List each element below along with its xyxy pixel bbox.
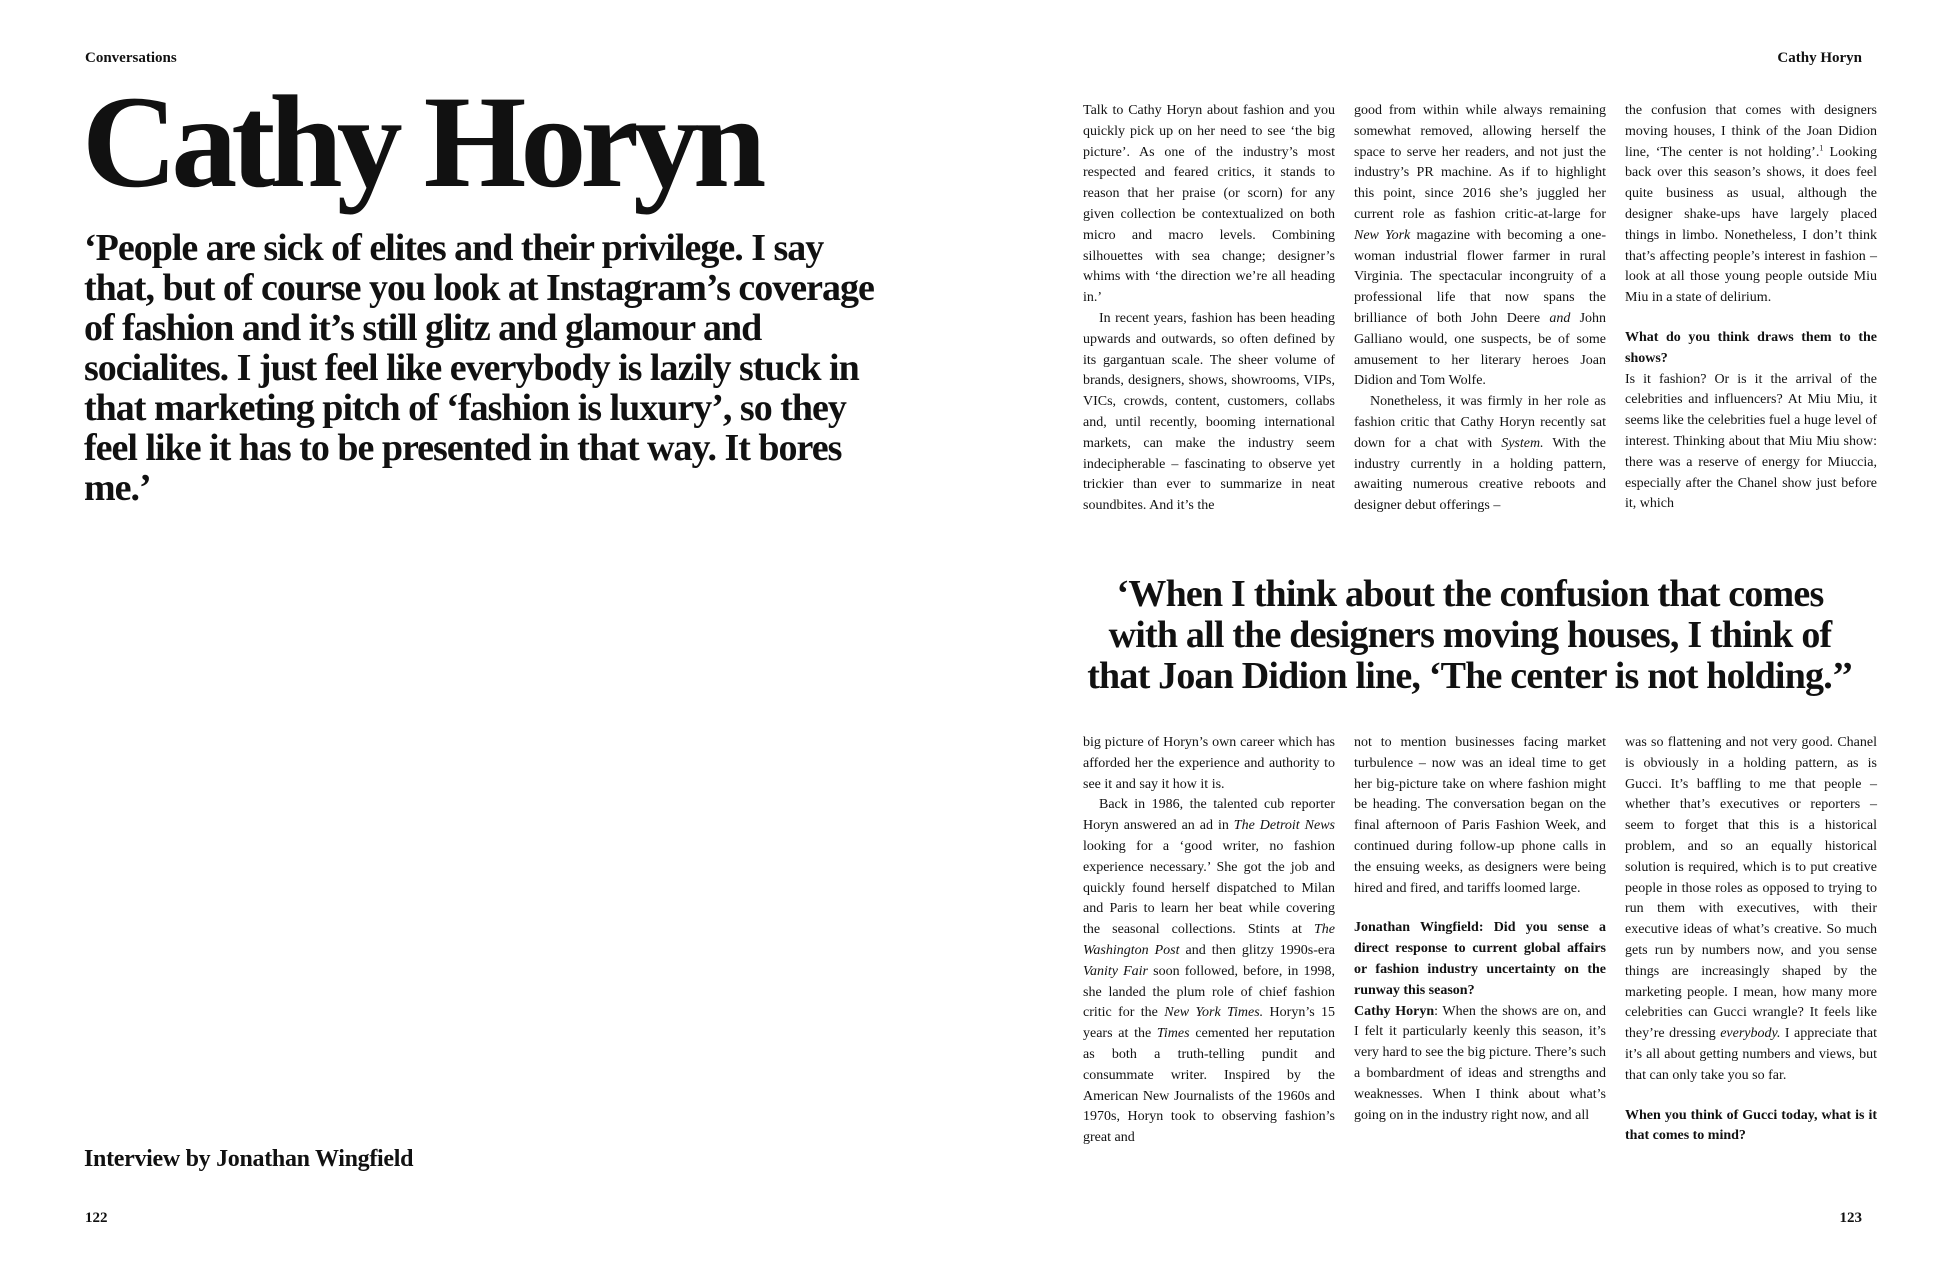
paragraph: Talk to Cathy Horyn about fashion and you quickly pick up on her need to see ‘the big picture’. As one of the industry’s most respected and feared critics, it stands to reason that her praise (or scorn) for any given collection be contextualized on both micro and macro levels. Combining silhouettes with sea change; designer’s whims with ‘the direction we’re all heading in.’ bbox=[1083, 103, 1335, 306]
paragraph: Nonetheless, it was firmly in her role as fashion critic that Cathy Horyn recently sat down for a chat with System. With the industry currently in a holding pattern, awaiting numerous creative reboots and designer debut offerings – bbox=[1354, 394, 1607, 514]
italic-title: System. bbox=[1501, 435, 1544, 451]
running-head-left: Conversations bbox=[85, 50, 177, 66]
italic-title: Vanity Fair bbox=[1083, 963, 1149, 979]
article-title: Cathy Horyn bbox=[82, 68, 761, 215]
running-head-right: Cathy Horyn bbox=[1777, 50, 1862, 66]
italic-title: The Detroit News bbox=[1233, 818, 1335, 834]
paragraph: Back in 1986, the talented cub reporter Horyn answered an ad in The Detroit News looking for a ‘good writer, no fashion experience necessary.’ She got the job and quickly found herself dispatched to Milan and Paris to learn her beat while covering the seasonal collections. Stints at The Washington Post and then glitzy 1990s-era Vanity Fair soon followed, before, in 1998, she landed the plum role of chief fashion critic for the New York Times. Horyn’s 15 years at the Times cemented her reputation as both a truth-telling pundit and consummate writer. Inspired by the American New Journalists of the 1960s and 1970s, Horyn took to observing fashion’s great and bbox=[1083, 797, 1336, 1146]
column-top-3 bbox=[1625, 101, 1877, 515]
page-number-right: 123 bbox=[1839, 1210, 1862, 1226]
paragraph: not to mention businesses facing market turbulence – now was an ideal time to get her big-picture take on where fashion might be heading. The conversation began on the final afternoon of Paris Fashion Week, and continued during follow-up phone calls in the ensuing weeks, as designers were being hired and fired, and tariffs loomed large. bbox=[1354, 735, 1606, 896]
speaker-name: Cathy Horyn bbox=[1354, 1003, 1435, 1019]
column-bottom-3 bbox=[1625, 733, 1877, 1147]
pull-quote: ‘When I think about the confusion that comes with all the designers moving houses, I think of that Joan Didion line, ‘The center is not holding.’’ bbox=[1087, 573, 1853, 697]
italic-title: New York Times. bbox=[1164, 1005, 1264, 1021]
paragraph: Cathy Horyn: When the shows are on, and I felt it particularly keenly this season, it’s very hard to see the big picture. There’s such a bombardment of ideas and strengths and weaknesses. When I think about what’s going on in the industry right now, and all bbox=[1354, 1003, 1606, 1123]
lead-quote: ‘People are sick of elites and their privilege. I say that, but of course you look at Instagram’s coverage of fashion and it’s still glitz and glamour and socialites. I just feel like everybody is lazily stuck in that marketing pitch of ‘fashion is luxury’, so they feel like it has to be presented in that way. It bores me.’ bbox=[84, 227, 874, 509]
italic-title: Times bbox=[1156, 1026, 1190, 1042]
paragraph: the confusion that comes with designers moving houses, I think of the Joan Didion line, ‘The center is not holding’.$^1$ Looking back over this season’s shows, it does feel quite business as usual, although the designer shake-ups have largely placed things in limbo. Nonetheless, I don’t think that’s affecting people’s interest in fashion – look at all those young people outside Miu Miu in a state of delirium. bbox=[1625, 103, 1877, 306]
page-number-left: 122 bbox=[85, 1210, 108, 1226]
paragraph: Is it fashion? Or is it the arrival of the celebrities and influencers? At Miu Miu, it seems like the celebrities fuel a huge level of interest. Thinking about that Miu Miu show: there was a reserve of energy for Miuccia, especially after the Chanel show just before it, which bbox=[1625, 371, 1877, 512]
footnote-marker: 1 bbox=[1819, 142, 1824, 152]
column-top-1 bbox=[1083, 101, 1335, 517]
interview-question: What do you think draws them to the shows? bbox=[1625, 329, 1877, 366]
byline: Interview by Jonathan Wingfield bbox=[84, 1146, 414, 1172]
italic-word: everybody. bbox=[1720, 1026, 1781, 1042]
italic-word: and bbox=[1549, 310, 1571, 326]
paragraph: big picture of Horyn’s own career which has afforded her the experience and authority to see it and say it how it is. bbox=[1083, 735, 1335, 792]
interview-question: When you think of Gucci today, what is it that comes to mind? bbox=[1625, 1107, 1877, 1144]
column-bottom-1 bbox=[1083, 733, 1335, 1149]
column-top-2 bbox=[1354, 101, 1606, 517]
italic-title: The Washington Post bbox=[1083, 922, 1335, 958]
italic-title: New York bbox=[1354, 227, 1411, 243]
interview-question: Jonathan Wingfield: Did you sense a direct response to current global affairs or fashion industry uncertainty on the runway this season? bbox=[1354, 920, 1606, 998]
paragraph: good from within while always remaining somewhat removed, allowing herself the space to serve her readers, and not just the industry’s PR machine. As if to highlight this point, since 2016 she’s juggled her current role as fashion critic-at-large for New York magazine with becoming a one-woman industrial flower farmer in rural Virginia. The spectacular incongruity of a professional life that now spans the brilliance of both John Deere and John Galliano would, one suspects, be of some amusement to her literary heroes Joan Didion and Tom Wolfe. bbox=[1354, 103, 1607, 389]
column-bottom-2 bbox=[1354, 733, 1606, 1126]
paragraph: In recent years, fashion has been heading upwards and outwards, so often defined by its gargantuan scale. The sheer volume of brands, designers, shows, showrooms, VIPs, VICs, crowds, content, customers, collabs and, until recently, booming international markets, can make the industry seem indecipherable – fascinating to observe yet trickier than ever to summarize in neat soundbites. And it’s the bbox=[1083, 310, 1335, 514]
paragraph: was so flattening and not very good. Chanel is obviously in a holding pattern, as is Gucci. It’s baffling to me that people – whether that’s executives or reporters – seem to forget that this is a historical problem, and so an equally historical solution is required, which is to put creative people in those roles as opposed to trying to run them with executives, with their executive ideas of what’s creative. So much gets run by numbers now, and you sense things are increasingly shaped by the marketing people. I mean, how many more celebrities can Gucci wrangle? It feels like they’re dressing everybody. I appreciate that it’s all about getting numbers and views, but that can only take you so far. bbox=[1625, 735, 1877, 1083]
